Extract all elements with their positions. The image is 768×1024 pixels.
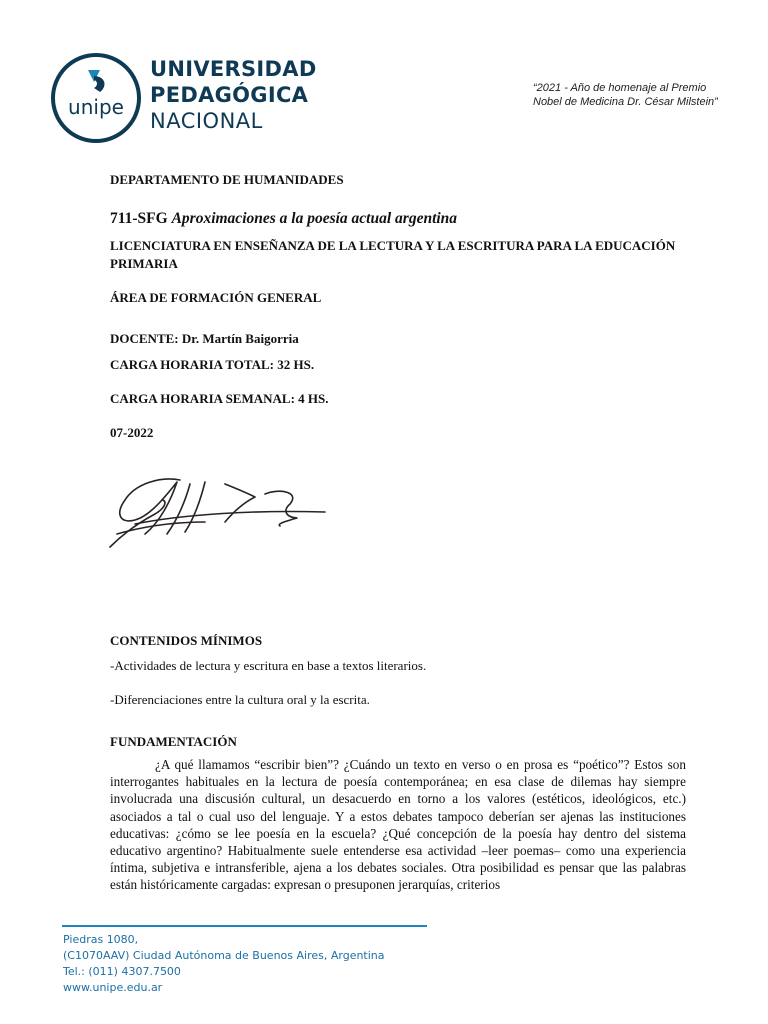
- footer-phone: Tel.: (011) 4307.7500: [63, 965, 181, 978]
- footer-address-2: (C1070AAV) Ciudad Autónoma de Buenos Aires, Argentina: [63, 949, 385, 962]
- footer-divider: [62, 925, 427, 927]
- footer-address-1: Piedras 1080,: [63, 933, 139, 946]
- course-title: [110, 210, 457, 228]
- university-line-1: UNIVERSIDAD: [150, 57, 317, 81]
- contents-item: -Diferenciaciones entre la cultura oral y la escrita.: [110, 692, 370, 707]
- university-name: [150, 56, 350, 134]
- footer: [63, 932, 463, 996]
- motto-line-1: “2021 - Año de homenaje al Premio: [533, 82, 707, 94]
- total-hours: CARGA HORARIA TOTAL: 32 HS.: [110, 357, 315, 372]
- rationale-paragraph: [110, 756, 686, 894]
- rationale-heading: FUNDAMENTACIÓN: [110, 734, 237, 749]
- area: ÁREA DE FORMACIÓN GENERAL: [110, 290, 322, 305]
- teacher: DOCENTE: Dr. Martín Baigorria: [110, 331, 299, 346]
- motto: [533, 81, 753, 109]
- department: DEPARTAMENTO DE HUMANIDADES: [110, 172, 344, 187]
- contents-heading: CONTENIDOS MÍNIMOS: [110, 633, 263, 648]
- course-code: 711-SFG: [110, 210, 168, 227]
- weekly-hours: CARGA HORARIA SEMANAL: 4 HS.: [110, 391, 329, 406]
- contents-item: -Actividades de lectura y escritura en base a textos literarios.: [110, 658, 427, 673]
- course-name: Aproximaciones a la poesía actual argentina: [171, 210, 458, 227]
- university-line-3: NACIONAL: [150, 109, 263, 133]
- signature: [105, 462, 335, 557]
- career: LICENCIATURA EN ENSEÑANZA DE LA LECTURA Y LA ESCRITURA PARA LA EDUCACIÓN PRIMARIA: [110, 238, 676, 271]
- date: 07-2022: [110, 425, 154, 440]
- logo-text: unipe: [68, 95, 124, 119]
- motto-line-2: Nobel de Medicina Dr. César Milstein”: [533, 96, 718, 108]
- footer-website: www.unipe.edu.ar: [63, 981, 163, 994]
- university-line-2: PEDAGÓGICA: [150, 83, 309, 107]
- unipe-logo: [50, 52, 142, 144]
- rationale-text: ¿A qué llamamos “escribir bien”? ¿Cuándo un texto en verso o en prosa es “poético”? Estos son interrogantes habituales en la lectura de poesía contemporánea; en esa clase de dilemas hay siempre involucrada una discusión cultural, un desacuerdo en torno a los valores (estéticos, ideológicos, etc.) asociados a tal o cual uso del lenguaje. Y a estos debates tampoco deberían ser ajenas las instituciones educativas: ¿cómo se lee poesía en la escuela? ¿Qué concepción de la poesía hay dentro del sistema educativo argentino? Habitualmente suele entenderse esa actividad –leer poemas– como una experiencia íntima, subjetiva e intransferible, ajena a los debates sociales. Otra posibilidad es pensar que las palabras están históricamente cargadas: expresan o presuponen jerarquías, criterios: [110, 757, 686, 893]
